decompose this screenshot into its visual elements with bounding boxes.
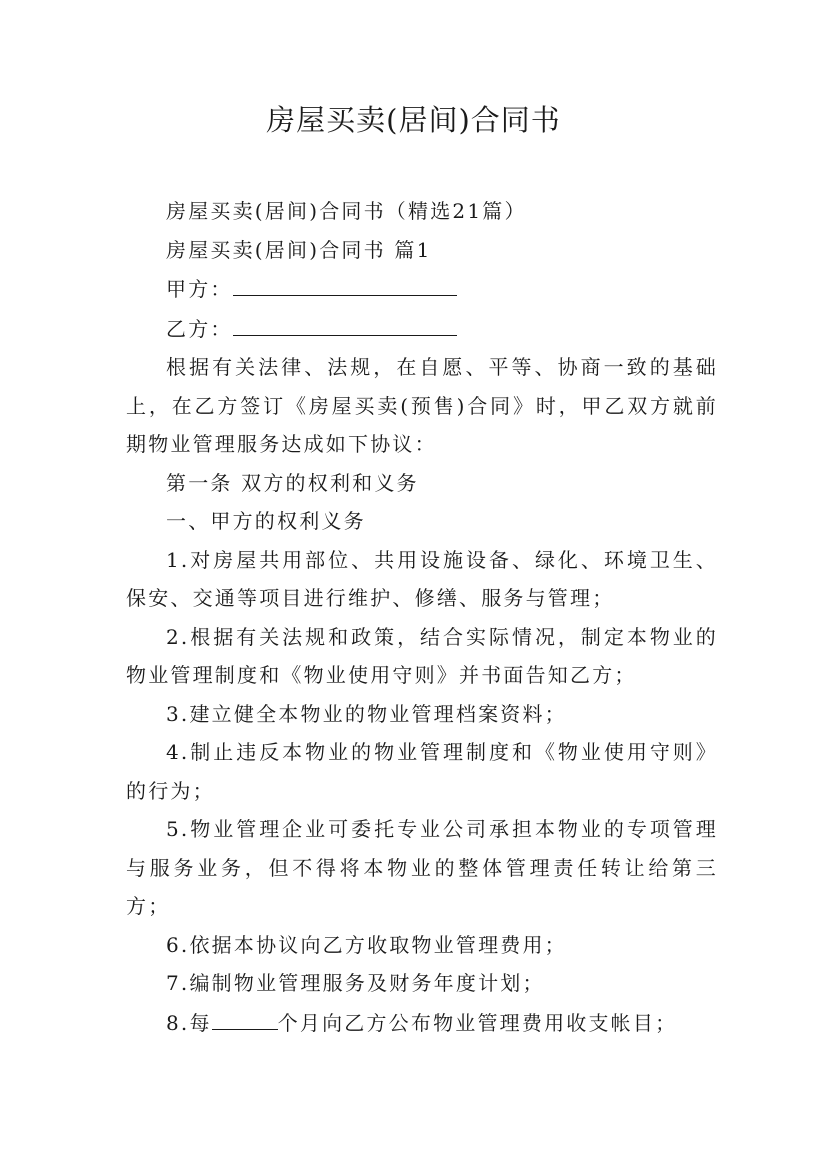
section-heading: 房屋买卖(居间)合同书 篇1	[166, 237, 432, 262]
party-a-blank	[233, 269, 457, 296]
subsection-heading: 一、甲方的权利义务	[166, 509, 366, 533]
clause-item: 3.建立健全本物业的物业管理档案资料；	[166, 701, 567, 726]
document-title: 房屋买卖(居间)合同书	[266, 103, 561, 137]
clause-item: 2.根据有关法规和政策，结合实际情况，制定本物业的物业管理制度和《物业使用守则》并书面告知乙方；	[126, 624, 718, 687]
party-a-label: 甲方：	[166, 277, 233, 301]
clause-item: 5.物业管理企业可委托专业公司承担本物业的专项管理与服务业务，但不得将本物业的整体管理责任转让给第三方；	[126, 817, 718, 918]
clause-item: 4.制止违反本物业的物业管理制度和《物业使用守则》的行为；	[126, 740, 718, 803]
clause-8-prefix: 8.每	[166, 1010, 212, 1035]
clause-item-8	[126, 1003, 718, 1043]
intro-paragraph: 根据有关法律、法规，在自愿、平等、协商一致的基础上，在乙方签订《房屋买卖(预售)合同》时，甲乙双方就前期物业管理服务达成如下协议：	[126, 355, 718, 456]
clause-item: 1.对房屋共用部位、共用设施设备、绿化、环境卫生、保安、交通等项目进行维护、修缮、服务与管理；	[126, 547, 718, 610]
clause-8-suffix: 个月向乙方公布物业管理费用收支帐目；	[277, 1010, 678, 1035]
article-heading: 第一条 双方的权利和义务	[166, 470, 419, 495]
document-subtitle: 房屋买卖(居间)合同书（精选21篇）	[166, 199, 527, 223]
document-body	[126, 192, 718, 1042]
party-b-blank	[233, 309, 457, 336]
party-b-line	[126, 309, 718, 349]
party-a-line	[126, 269, 718, 309]
clause-8-blank	[212, 1003, 278, 1030]
clause-item: 7.编制物业管理服务及财务年度计划；	[166, 971, 545, 995]
clause-item: 6.依据本协议向乙方收取物业管理费用；	[166, 932, 567, 957]
party-b-label: 乙方：	[166, 316, 233, 341]
